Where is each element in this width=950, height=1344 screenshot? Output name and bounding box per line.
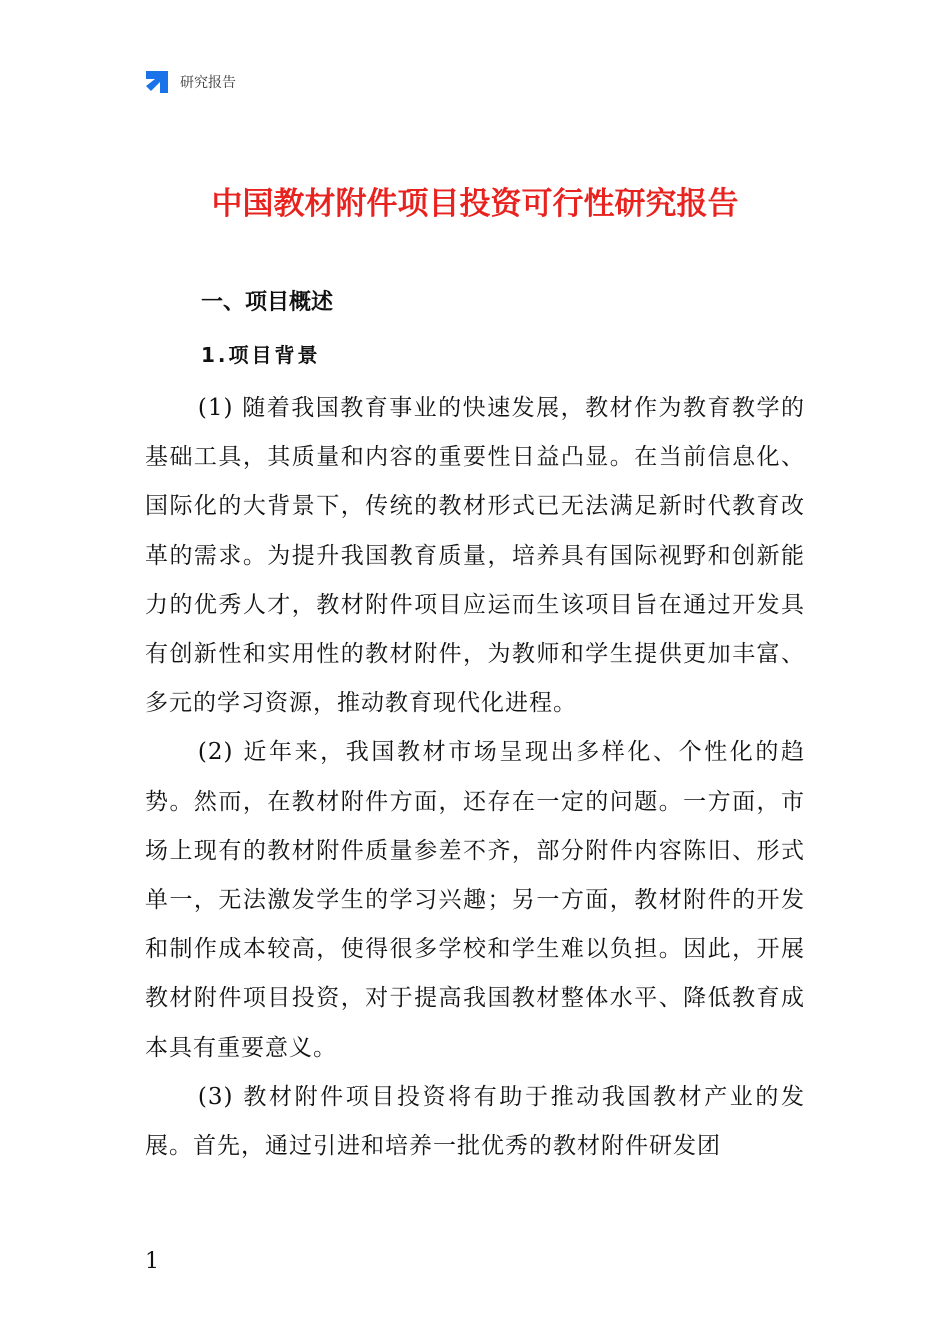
subsection-heading: 1.项目背景	[201, 343, 321, 367]
page-number: 1	[145, 1249, 159, 1274]
document-body	[145, 384, 805, 1171]
header-label: 研究报告	[180, 75, 236, 91]
paragraph: (1) 随着我国教育事业的快速发展，教材作为教育教学的基础工具，其质量和内容的重要性日益凸显。在当前信息化、国际化的大背景下，传统的教材形式已无法满足新时代教育改革的需求。为提升我国教育质量，培养具有国际视野和创新能力的优秀人才，教材附件项目应运而生该项目旨在通过开发具有创新性和实用性的教材附件，为教师和学生提供更加丰富、多元的学习资源，推动教育现代化进程。	[145, 395, 805, 717]
section-heading: 一、项目概述	[201, 290, 334, 315]
document-title: 中国教材附件项目投资可行性研究报告	[211, 186, 739, 222]
paragraph: (3) 教材附件项目投资将有助于推动我国教材产业的发展。首先，通过引进和培养一批优秀的教材附件研发团	[145, 1083, 805, 1160]
report-header	[143, 68, 236, 96]
paragraph: (2) 近年来，我国教材市场呈现出多样化、个性化的趋势。然而，在教材附件方面，还存在一定的问题。一方面，市场上现有的教材附件质量参差不齐，部分附件内容陈旧、形式单一，无法激发学生的学习兴趣；另一方面，教材附件的开发和制作成本较高，使得很多学校和学生难以负担。因此，开展教材附件项目投资，对于提高我国教材整体水平、降低教育成本具有重要意义。	[145, 739, 805, 1061]
arrow-logo-icon	[143, 68, 171, 96]
